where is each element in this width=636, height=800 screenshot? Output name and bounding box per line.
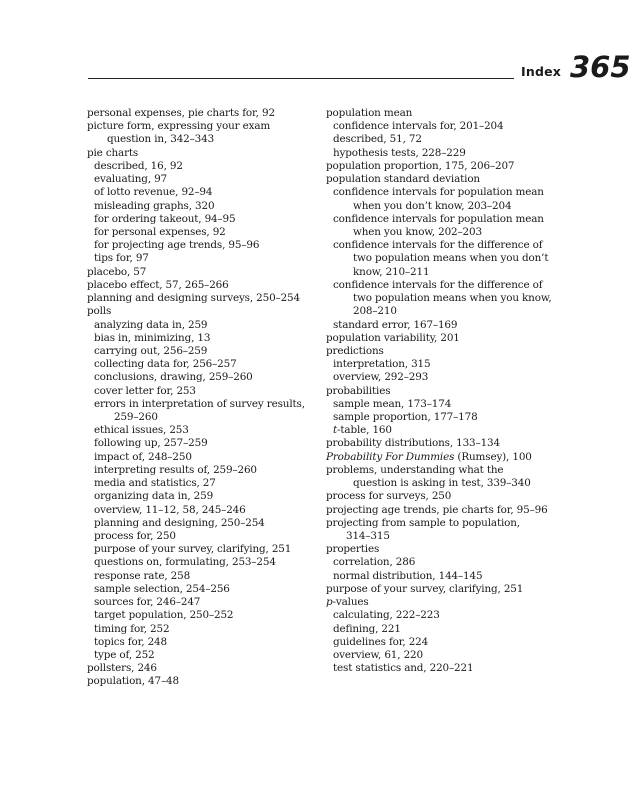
entry-text: (Rumsey), 100 xyxy=(454,450,532,463)
index-subentry: response rate, 258 xyxy=(94,569,191,582)
index-subentry: timing for, 252 xyxy=(94,622,170,635)
running-header xyxy=(88,50,631,86)
index-entry: polls xyxy=(87,305,112,318)
index-subentry: described, 16, 92 xyxy=(94,159,183,172)
index-entry: predictions xyxy=(326,344,384,357)
index-entry-continuation: question in, 342–343 xyxy=(107,133,215,146)
index-entry-continuation: when you know, 202–203 xyxy=(353,225,482,238)
index-subentry: confidence intervals for the difference of xyxy=(333,278,543,291)
index-subentry: impact of, 248–250 xyxy=(94,450,192,463)
index-subentry: confidence intervals for population mean xyxy=(333,212,544,225)
index-subentry: organizing data in, 259 xyxy=(94,490,214,503)
index-subentry: process for, 250 xyxy=(94,530,176,542)
section-title: Index xyxy=(521,64,562,79)
entry-text: -values xyxy=(332,596,369,609)
index-entry: placebo, 57 xyxy=(87,265,147,278)
index-entry-continuation: two population means when you know, xyxy=(353,292,552,305)
index-subentry: collecting data for, 256–257 xyxy=(94,358,237,371)
index-subentry: bias in, minimizing, 13 xyxy=(94,331,211,344)
index-subentry: guidelines for, 224 xyxy=(333,635,429,648)
index-entry: placebo effect, 57, 265–266 xyxy=(87,278,229,291)
index-subentry: media and statistics, 27 xyxy=(94,477,216,490)
index-subentry: of lotto revenue, 92–94 xyxy=(94,186,213,199)
index-subentry: ethical issues, 253 xyxy=(94,424,189,437)
index-entry: probability distributions, 133–134 xyxy=(326,437,500,450)
index-subentry: target population, 250–252 xyxy=(94,609,234,622)
index-subentry: carrying out, 256–259 xyxy=(94,344,208,357)
entry-text: -table, 160 xyxy=(337,424,392,437)
index-subentry xyxy=(326,424,560,437)
index-subentry: misleading graphs, 320 xyxy=(94,199,215,212)
index-subentry: described, 51, 72 xyxy=(333,133,422,146)
index-entry-continuation: question is asking in test, 339–340 xyxy=(353,477,531,490)
index-entry-continuation: 259–260 xyxy=(114,411,158,424)
index-subentry: overview, 11–12, 58, 245–246 xyxy=(94,503,246,516)
index-subentry: purpose of your survey, clarifying, 251 xyxy=(94,543,292,556)
index-subentry: conclusions, drawing, 259–260 xyxy=(94,371,253,384)
index-subentry: interpreting results of, 259–260 xyxy=(94,463,257,476)
index-subentry: errors in interpretation of survey results, xyxy=(94,397,305,410)
index-entry: personal expenses, pie charts for, 92 xyxy=(87,107,275,119)
page-number: 365 xyxy=(570,50,631,84)
index-subentry: sources for, 246–247 xyxy=(94,596,201,609)
index-entry: purpose of your survey, clarifying, 251 xyxy=(326,582,524,595)
index-subentry: tips for, 97 xyxy=(94,252,149,265)
index-subentry: sample proportion, 177–178 xyxy=(333,411,478,424)
index-entry: pollsters, 246 xyxy=(87,662,157,675)
index-subentry: overview, 61, 220 xyxy=(333,648,423,661)
index-entry-continuation: 208–210 xyxy=(353,305,397,318)
index-subentry: topics for, 248 xyxy=(94,635,167,648)
index-subentry: standard error, 167–169 xyxy=(333,318,458,331)
index-entry-continuation: when you don’t know, 203–204 xyxy=(353,199,512,212)
index-subentry: sample selection, 254–256 xyxy=(94,582,230,595)
index-entry xyxy=(326,596,560,609)
index-subentry: evaluating, 97 xyxy=(94,173,167,186)
index-entry: population mean xyxy=(326,107,413,119)
index-subentry: confidence intervals for population mean xyxy=(333,186,544,199)
index-entry-continuation: 314–315 xyxy=(346,530,390,542)
index-entry: population, 47–48 xyxy=(87,675,179,688)
index-entry: projecting age trends, pie charts for, 95–96 xyxy=(326,503,548,516)
index-entry: population variability, 201 xyxy=(326,331,460,344)
index-entry: problems, understanding what the xyxy=(326,463,504,476)
index-entry: population proportion, 175, 206–207 xyxy=(326,159,515,172)
index-entry: properties xyxy=(326,543,380,556)
index-subentry: for personal expenses, 92 xyxy=(94,225,226,238)
index-subentry: defining, 221 xyxy=(333,622,401,635)
index-subentry: interpretation, 315 xyxy=(333,358,431,371)
index-subentry: confidence intervals for the difference of xyxy=(333,239,543,252)
index-subentry: cover letter for, 253 xyxy=(94,384,196,397)
italic-term: Probability For Dummies xyxy=(326,450,455,463)
index-subentry: sample mean, 173–174 xyxy=(333,397,452,410)
index-subentry: for ordering takeout, 94–95 xyxy=(94,212,236,225)
index-subentry: test statistics and, 220–221 xyxy=(333,662,474,675)
index-subentry: planning and designing, 250–254 xyxy=(94,516,265,529)
index-subentry: hypothesis tests, 228–229 xyxy=(333,146,466,159)
index-subentry: calculating, 222–223 xyxy=(333,609,440,622)
index-entry xyxy=(326,451,560,464)
italic-term: t xyxy=(333,424,338,437)
index-column-left xyxy=(87,107,319,689)
index-subentry: normal distribution, 144–145 xyxy=(333,569,483,582)
italic-term: p xyxy=(326,596,333,609)
index-entry-continuation: two population means when you don’t xyxy=(353,252,549,265)
index-entry: population standard deviation xyxy=(326,173,480,186)
index-entry: process for surveys, 250 xyxy=(326,490,452,503)
index-entry: picture form, expressing your exam xyxy=(87,120,271,133)
index-entry: planning and designing surveys, 250–254 xyxy=(87,292,300,305)
index-entry: pie charts xyxy=(87,146,139,159)
index-entry-continuation: know, 210–211 xyxy=(353,265,430,278)
header-rule xyxy=(88,78,514,79)
index-entry: projecting from sample to population, xyxy=(326,516,520,529)
index-subentry: for projecting age trends, 95–96 xyxy=(94,239,260,252)
index-subentry: confidence intervals for, 201–204 xyxy=(333,120,504,133)
index-subentry: overview, 292–293 xyxy=(333,371,429,384)
index-subentry: type of, 252 xyxy=(94,648,155,661)
index-entry: probabilities xyxy=(326,384,391,397)
index-subentry: correlation, 286 xyxy=(333,556,416,569)
index-subentry: analyzing data in, 259 xyxy=(94,318,208,331)
index-subentry: questions on, formulating, 253–254 xyxy=(94,556,276,569)
index-subentry: following up, 257–259 xyxy=(94,437,208,450)
index-column-right xyxy=(326,107,560,675)
